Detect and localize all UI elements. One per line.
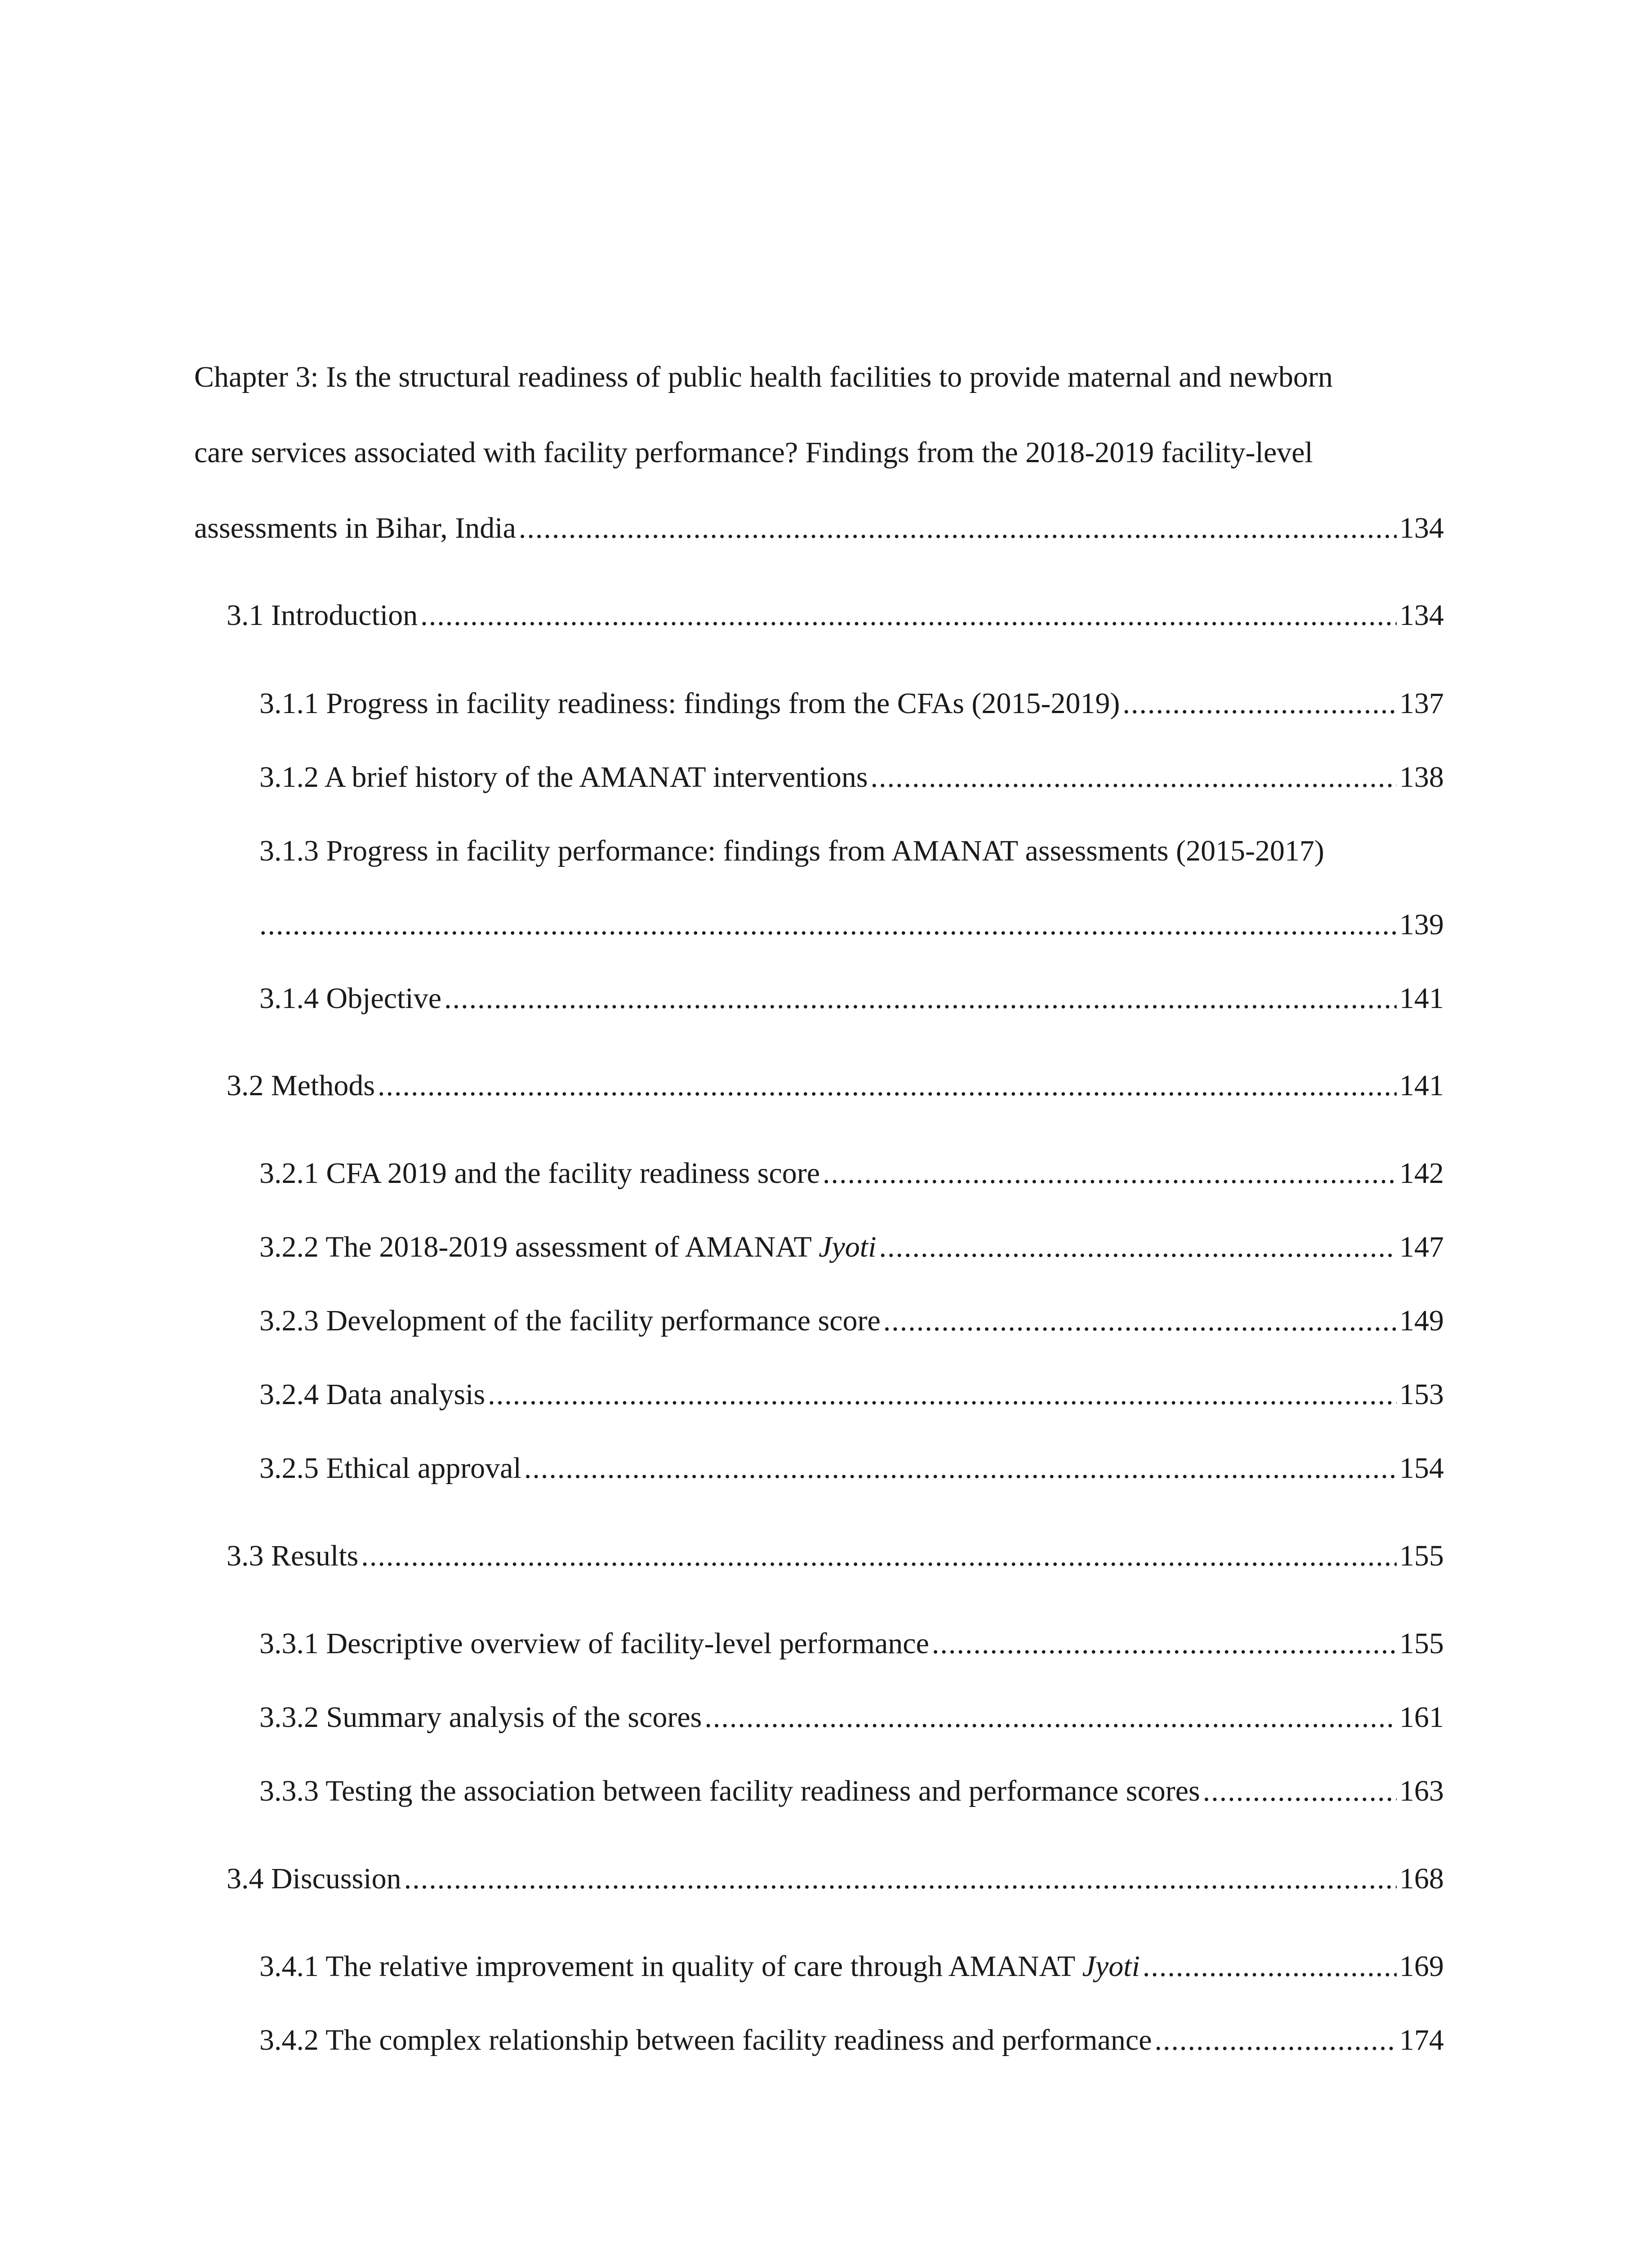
toc-entry-3-1-3-line-2[interactable]: [194, 907, 1444, 942]
toc-entry-title: 3.1 Introduction: [227, 599, 418, 632]
toc-entry-3-2-2[interactable]: [194, 1230, 1444, 1265]
toc-entry-3-3[interactable]: [194, 1539, 1444, 1574]
dot-leader: [404, 1861, 1397, 1896]
toc-entry-3-3-3[interactable]: [194, 1774, 1444, 1809]
toc-entry-3-2-3[interactable]: [194, 1303, 1444, 1338]
dot-leader: [1154, 2023, 1397, 2058]
chapter-title-line-3[interactable]: [194, 511, 1444, 546]
toc-entry-title: 3.4 Discussion: [227, 1862, 401, 1895]
chapter-title-text-2: care services associated with facility performance? Findings from the 2018-2019 facility-level: [194, 436, 1313, 469]
toc-entry-title: 3.3.2 Summary analysis of the scores: [259, 1701, 702, 1734]
toc-entry-title: 3.2.1 CFA 2019 and the facility readiness score: [259, 1157, 820, 1190]
dot-leader: [420, 598, 1397, 633]
dot-leader: [259, 907, 1397, 942]
toc-entry-3-4-2[interactable]: [194, 2023, 1444, 2058]
page-number: 155: [1399, 1539, 1444, 1572]
chapter-title-text-1: Chapter 3: Is the structural readiness of public health facilities to provide maternal and newborn: [194, 361, 1333, 393]
toc-entry-3-3-2[interactable]: [194, 1700, 1444, 1735]
dot-leader: [1122, 686, 1397, 721]
page-number: 149: [1399, 1304, 1444, 1337]
toc-entry-3-2-4[interactable]: [194, 1377, 1444, 1412]
page-number: 154: [1399, 1452, 1444, 1485]
toc-entry-title: 3.1.2 A brief history of the AMANAT interventions: [259, 761, 868, 794]
dot-leader: [1203, 1774, 1397, 1809]
toc-entry-title-text: 3.2.2 The 2018-2019 assessment of AMANAT: [259, 1231, 819, 1263]
page-number: 168: [1399, 1862, 1444, 1895]
toc-entry-title: [259, 1230, 876, 1265]
dot-leader: [1143, 1949, 1397, 1984]
dot-leader: [378, 1068, 1397, 1103]
page-number: 142: [1399, 1157, 1444, 1190]
toc-entry-3-4[interactable]: [194, 1861, 1444, 1896]
toc-entry-3-1[interactable]: [194, 598, 1444, 633]
toc-entry-title: 3.3.3 Testing the association between facility readiness and performance scores: [259, 1775, 1200, 1807]
toc-entry-title: 3.3 Results: [227, 1539, 359, 1572]
page-number: 155: [1399, 1627, 1444, 1660]
page-number: 138: [1399, 761, 1444, 794]
toc-entry-3-2-1[interactable]: [194, 1156, 1444, 1191]
page-number: 169: [1399, 1950, 1444, 1983]
page-number: 153: [1399, 1378, 1444, 1411]
page-number: 134: [1399, 599, 1444, 632]
toc-entry-3-3-1[interactable]: [194, 1626, 1444, 1661]
chapter-title-line-1: [194, 360, 1444, 395]
dot-leader: [932, 1626, 1397, 1661]
toc-entry-title: 3.2.5 Ethical approval: [259, 1452, 521, 1485]
dot-leader: [879, 1230, 1397, 1265]
toc-entry-title-italic: Jyoti: [1082, 1950, 1140, 1983]
toc-entry-title: 3.1.4 Objective: [259, 982, 442, 1015]
dot-leader: [524, 1451, 1397, 1486]
page-number: 174: [1399, 2024, 1444, 2056]
page-number: 134: [1399, 512, 1444, 544]
toc-entry-3-2-5[interactable]: [194, 1451, 1444, 1486]
dot-leader: [488, 1377, 1397, 1412]
toc-entry-title: 3.2 Methods: [227, 1069, 375, 1102]
dot-leader: [823, 1156, 1397, 1191]
toc-entry-title: 3.2.4 Data analysis: [259, 1378, 485, 1411]
dot-leader: [519, 511, 1397, 546]
page-number: 163: [1399, 1775, 1444, 1807]
chapter-title-line-2: [194, 435, 1444, 470]
page-number: 139: [1399, 908, 1444, 941]
toc-entry-3-2[interactable]: [194, 1068, 1444, 1103]
toc-entry-3-4-1[interactable]: [194, 1949, 1444, 1984]
toc-entry-title: 3.1.3 Progress in facility performance: findings from AMANAT assessments (2015-2017): [259, 834, 1324, 867]
page-number: 141: [1399, 982, 1444, 1015]
toc-entry-title: 3.2.3 Development of the facility performance score: [259, 1304, 881, 1337]
chapter-title-text-3: assessments in Bihar, India: [194, 512, 516, 544]
dot-leader: [444, 981, 1397, 1016]
dot-leader: [361, 1539, 1397, 1574]
page-number: 141: [1399, 1069, 1444, 1102]
toc-entry-3-1-3-line-1[interactable]: [194, 834, 1444, 869]
toc-entry-title: 3.3.1 Descriptive overview of facility-level performance: [259, 1627, 929, 1660]
dot-leader: [704, 1700, 1397, 1735]
page-number: 137: [1399, 687, 1444, 720]
toc-entry-3-1-2[interactable]: [194, 760, 1444, 795]
toc-entry-title: 3.1.1 Progress in facility readiness: findings from the CFAs (2015-2019): [259, 687, 1120, 720]
dot-leader: [871, 760, 1397, 795]
toc-entry-title-text: 3.4.1 The relative improvement in quality of care through AMANAT: [259, 1950, 1082, 1983]
page-number: 161: [1399, 1701, 1444, 1734]
toc-entry-3-1-1[interactable]: [194, 686, 1444, 721]
toc-entry-title: 3.4.2 The complex relationship between facility readiness and performance: [259, 2024, 1152, 2056]
toc-entry-3-1-4[interactable]: [194, 981, 1444, 1016]
toc-entry-title-italic: Jyoti: [819, 1231, 877, 1263]
dot-leader: [883, 1303, 1397, 1338]
toc-entry-title: [259, 1949, 1140, 1984]
page-number: 147: [1399, 1231, 1444, 1263]
